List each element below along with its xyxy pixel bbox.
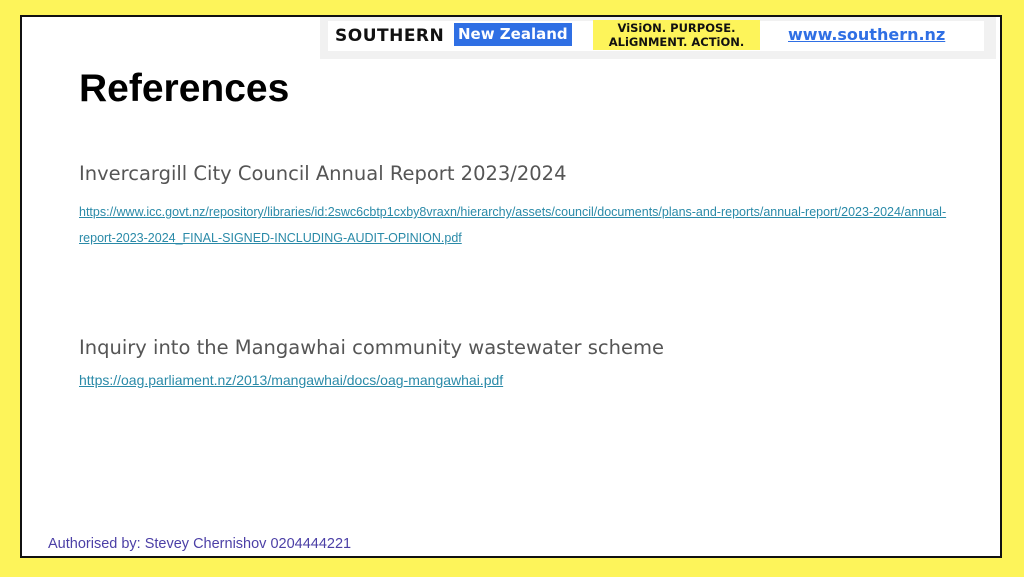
slide xyxy=(20,15,1002,558)
motto-badge xyxy=(593,20,760,50)
motto-line-2: ALiGNMENT. ACTiON. xyxy=(608,35,745,49)
authorisation-footer: Authorised by: Stevey Chernishov 0204444221 xyxy=(48,536,352,552)
reference-link-1[interactable]: https://www.icc.govt.nz/repository/libraries/id:2swc6cbtp1cxby8vraxn/hierarchy/assets/council/documents/plans-and-reports/annual-report/2023-2024/annual-report-2023-2024_FINAL-SIGNED-INCLUDING-AUDIT-OPINION.pdf xyxy=(79,205,947,245)
page-title: References xyxy=(79,67,290,110)
region-badge: New Zealand xyxy=(454,23,572,46)
reference-link-2[interactable]: https://oag.parliament.nz/2013/mangawhai/docs/oag-mangawhai.pdf xyxy=(79,372,504,388)
website-link[interactable]: www.southern.nz xyxy=(788,25,946,44)
reference-title-2: Inquiry into the Mangawhai community wastewater scheme xyxy=(79,336,664,359)
reference-title-1: Invercargill City Council Annual Report 2023/2024 xyxy=(79,162,567,185)
brand-name: SOUTHERN xyxy=(335,26,445,46)
motto-line-1: ViSiON. PURPOSE. xyxy=(617,21,736,35)
